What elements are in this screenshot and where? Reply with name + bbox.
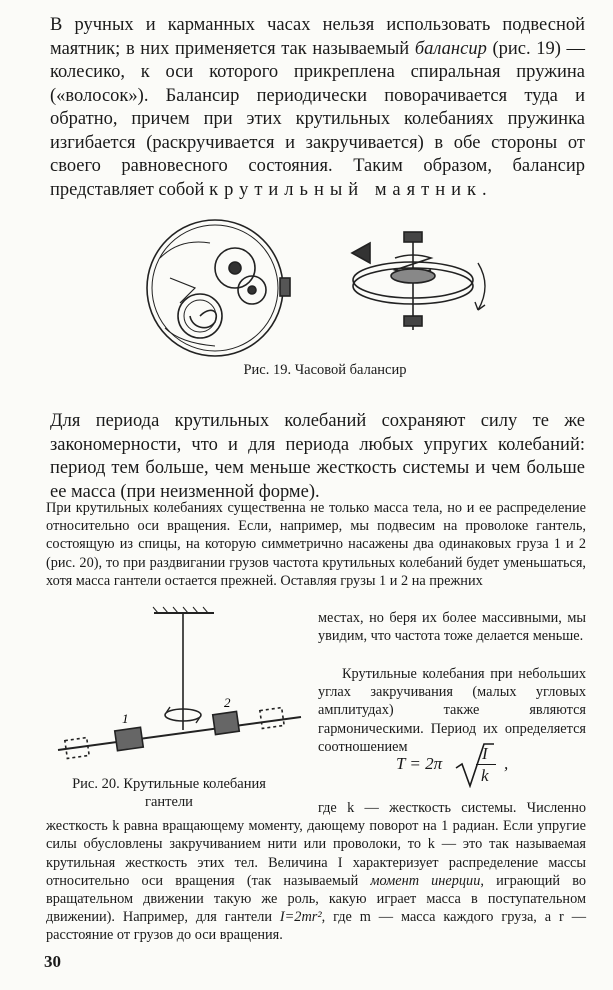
figure-20-label-2: 2 (224, 695, 231, 710)
intro-text-2: (рис. 19) — колесико, к оси которого прикреплена спиральная пружина («волосок»). Балансир периодически поворачивается туда и обратно, причем при этих крутильных колебаниях пружинка изгибается (раскручивается и закручивается) в обе стороны от своего равновесного состояния. Таким образом, балансир представляет собой (50, 38, 586, 200)
term-balansir: балансир (414, 38, 487, 59)
term-torsion-pendulum: крутильный маятник. (209, 179, 493, 200)
right-column-text-2: Крутильные колебания при небольших углах закручивания (малых угловых амплитудах) также являются гармоническими. Период их определяется соотношением (318, 666, 586, 755)
figure-20-label-1: 1 (122, 711, 129, 726)
intro-text-1: В ручных и карманных часах нельзя использовать подвесной маятник; в них применяется так называемый (50, 15, 585, 59)
middle-paragraph: Для периода крутильных колебаний сохраняют силу те же закономерности, что и для периода любых упругих колебаний: период тем больше, чем меньше жесткость системы и чем больше ее масса (при неизменной форме). (50, 411, 585, 502)
after-term-text: , играющий во вращательном движении такую же роль, какую играет масса в поступательном движении). Например, для гантели (46, 872, 587, 926)
right-column-text: местах, но беря их более массивными, мы увидим, что частота тоже делается меньше. (318, 610, 586, 645)
page-number: 30 (44, 952, 61, 971)
term-moment-of-inertia: момент инерции (370, 872, 481, 889)
figure-20-dumbbell (46, 605, 306, 770)
dumbbell-inertia-formula: I=2mr² (279, 909, 322, 926)
formula-tail: , (504, 754, 509, 773)
balance-wheel-drawing (352, 232, 485, 330)
intro-paragraph (50, 14, 585, 202)
period-formula (396, 742, 586, 792)
figure-19-balance-wheel (140, 218, 510, 358)
figure-20-caption-line-1: Рис. 20. Крутильные колебания (72, 776, 266, 792)
formula-numerator: I (482, 744, 488, 763)
figure-19-caption: Рис. 19. Часовой балансир (243, 362, 407, 378)
after-formula-text: где k — жесткость системы. Численно жесткость k равна вращающему моменту, дающему поворот на 1 радиан. Если упругие силы обусловлены закручиванием нити или проволоки, то k — это так называемая крутильная жесткость этих тел. Величина I характеризует распределение массы относительно оси вращения (так называемый (46, 800, 586, 889)
watch-mechanism-drawing (147, 220, 290, 356)
dumbbell-paragraph: При крутильных колебаниях существенна не только масса тела, но и ее распределение относительно оси вращения. Если, например, мы подвесим на проволоке гантель, состоящую из спицы, на которую симметрично насажены два одинаковых груза 1 и 2 (рис. 20), то при раздвигании грузов частота крутильных колебаний будет уменьшаться, хотя масса гантели остается прежней. Оставляя грузы 1 и 2 на прежних (46, 500, 586, 589)
formula-lhs: T = 2π (396, 754, 443, 773)
figure-20-caption-line-2: гантели (145, 794, 193, 810)
formula-denominator: k (481, 766, 489, 785)
ending-text: , где m — масса каждого груза, а r — расстояние от грузов до оси вращения. (46, 909, 586, 944)
after-formula-paragraph (46, 799, 586, 945)
